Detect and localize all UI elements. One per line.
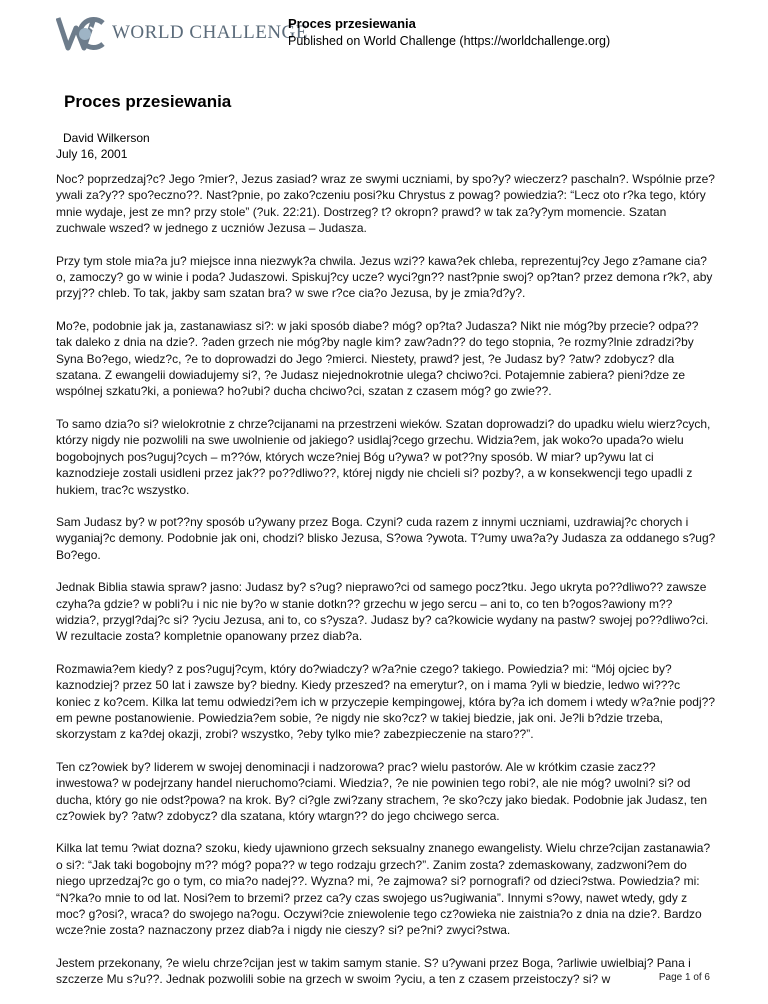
paragraph: Przy tym stole mia?a ju? miejsce inna niezwyk?a chwila. Jezus wzi?? kawa?ek chleba, reprezentuj?cy Jego z?amane cia?o, zamoczy? go w winie i poda? Judaszowi. Spiskuj?cy ucze? wyci?gn?? nast?pnie swoj? op?tan? przez demona r?k?, aby przyj?? chleb. To tak, jakby sam szatan bra? w swe r?ce cia?o Jezusa, by je zmia?d?y?. bbox=[56, 253, 713, 301]
article-title: Proces przesiewania bbox=[64, 92, 232, 111]
header-title: Proces przesiewania bbox=[288, 16, 416, 31]
article-meta bbox=[56, 130, 150, 162]
article-date: July 16, 2001 bbox=[56, 147, 128, 161]
page-number: Page 1 of 6 bbox=[658, 972, 710, 983]
world-challenge-logo-icon bbox=[56, 14, 106, 52]
header-info bbox=[288, 16, 610, 49]
paragraph: Jednak Biblia stawia spraw? jasno: Judasz by? s?ug? nieprawo?ci od samego pocz?tku. Jego ukryta po??dliwo?? zawsze czyha?a gdzie? w pobli?u i nic nie by?o w stanie dotkn?? grzechu w jego sercu – ani to, co ten b?ogos?awiony m?? widzia?, przygl?daj?c si? ?yciu Jezusa, ani to, co s?ysza?. Judasz by? ca?kowicie wydany na pastw? swojej po??dliwo?ci. W rezultacie zosta? kompletnie opanowany przez diab?a. bbox=[56, 580, 709, 644]
paragraph: Jestem przekonany, ?e wielu chrze?cijan jest w takim samym stanie. S? u?ywani przez Boga, ?arliwie uwielbiaj? Pana i szczerze Mu s?u??. Jednak pozwolili sobie na grzech w swoim ?yciu, a ten z czasem przeistoczy? si? w bbox=[56, 955, 691, 987]
world-challenge-logo[interactable] bbox=[56, 14, 308, 52]
paragraph: Kilka lat temu ?wiat dozna? szoku, kiedy ujawniono grzech seksualny znanego ewangelisty. Wielu chrze?cijan zastanawia?o si?: “Jak taki bogobojny m?? móg? popa?? w tego rodzaju grzech?”. Zanim zosta? zdemaskowany, zadzwoni?em do niego uprzedzaj?c go o tym, co mia?o nadej??. Wyzna? mi, ?e zajmowa? si? pornografi? od dzieci?stwa. Powiedzia? mi: “N?ka?o mnie to od lat. Nosi?em to brzemi? przez ca?y czas swojego us?ugiwania”. Innymi s?owy, nawet wtedy, gdy z moc? g?osi?, wraca? do swojego na?ogu. Oczywi?cie zniewolenie tego cz?owieka nie zaistnia?o z dnia na dzie?. Bardzo wcze?nie zosta? naznaczony przez diab?a i nigdy nie cieszy? si? pe?ni? zwyci?stwa. bbox=[56, 841, 711, 938]
article-body bbox=[56, 171, 716, 1004]
paragraph: Noc? poprzedzaj?c? Jego ?mier?, Jezus zasiad? wraz ze swymi uczniami, by spo?y? wieczerz? paschaln?. Wspólnie prze?ywali za?y?? spo?eczno??. Nast?pnie, po zako?czeniu posi?ku Chrystus z powag? powiedzia?: “Lecz oto r?ka tego, który mnie wydaje, jest ze mn? przy stole” (?uk. 22:21). Dostrzeg? t? okropn? prawd? w tak za?y?ym momencie. Szatan zuchwale wszed? w jednego z uczniów Jezusa – Judasza. bbox=[56, 172, 715, 236]
paragraph: Rozmawia?em kiedy? z pos?uguj?cym, który do?wiadczy? w?a?nie czego? takiego. Powiedzia? mi: “Mój ojciec by? kaznodziej? przez 50 lat i zawsze by? biedny. Kiedy przeszed? na emerytur?, on i mama ?yli w biedzie, ledwo wi???c koniec z ko?cem. Kilka lat temu odwiedzi?em ich w przyczepie kempingowej, która by?a ich domem i wtedy w?a?nie podj??em pewne postanowienie. Powiedzia?em sobie, ?e nigdy nie sko?cz? w takiej biedzie, jak oni. Je?li b?dzie trzeba, skorzystam z ka?dej okazji, zrobi? wszystko, ?eby tylko mie? zabezpieczenie na staro??”. bbox=[56, 661, 715, 742]
article-author: David Wilkerson bbox=[63, 131, 150, 145]
paragraph: Ten cz?owiek by? liderem w swojej denominacji i nadzorowa? prac? wielu pastorów. Ale w krótkim czasie zacz?? inwestowa? w podejrzany handel nieruchomo?ciami. Wiedzia?, ?e nie powinien tego robi?, ale nie móg? uwolni? si? od ducha, który go nie odst?powa? na krok. By? ci?gle zwi?zany strachem, ?e sko?czy jako biedak. Podobnie jak Judasz, ten cz?owiek by? ?atw? zdobycz? dla szatana, który wtargn?? do jego chciwego serca. bbox=[56, 759, 708, 823]
paragraph: Mo?e, podobnie jak ja, zastanawiasz si?: w jaki sposób diabe? móg? op?ta? Judasza? Nikt nie móg?by przecie? odpa?? tak daleko z dnia na dzie?. ?aden grzech nie móg?by nagle kim? zaw?adn?? do tego stopnia, ?e rozmy?lnie zdradzi?by Syna Bo?ego, wiedz?c, ?e to doprowadzi do Jego ?mierci. Niestety, prawd? jest, ?e Judasz by? ?atw? zdobycz? dla szatana. Z ewangelii dowiadujemy si?, ?e Judasz niejednokrotnie ulega? chciwo?ci. Potajemnie zabiera? pieni?dze ze wspólnej szkatu?ki, a poniewa? ho?ubi? ducha chciwo?ci, szatan z czasem móg? go zwie??. bbox=[56, 318, 699, 399]
paragraph: Sam Judasz by? w pot??ny sposób u?ywany przez Boga. Czyni? cuda razem z innymi uczniami, uzdrawiaj?c chorych i wyganiaj?c demony. Podobnie jak oni, chodzi? blisko Jezusa, S?owa ?ywota. T?umy uwa?a?y Judasza za oddanego s?ug? Bo?ego. bbox=[56, 514, 716, 562]
page-header bbox=[0, 0, 768, 70]
logo-text: WORLD CHALLENGE bbox=[112, 22, 308, 43]
paragraph: To samo dzia?o si? wielokrotnie z chrze?cijanami na przestrzeni wieków. Szatan doprowadzi? do upadku wielu wierz?cych, którzy nigdy nie pozwolili na swe uwolnienie od jakiego? usidlaj?cego grzechu. Widzia?em, jak woko?o upada?o wielu bogobojnych pos?uguj?cych – m??ów, których wcze?niej Bóg u?ywa? w pot??ny sposób. W miar? up?ywu lat ci kaznodzieje zostali usidleni przez jak?? po??dliwo??, której nigdy nie chcieli si? pozby?, a w konsekwencji tego upadli z hukiem, trac?c wszystko. bbox=[56, 416, 711, 497]
header-published-line: Published on World Challenge (https://worldchallenge.org) bbox=[288, 34, 611, 48]
